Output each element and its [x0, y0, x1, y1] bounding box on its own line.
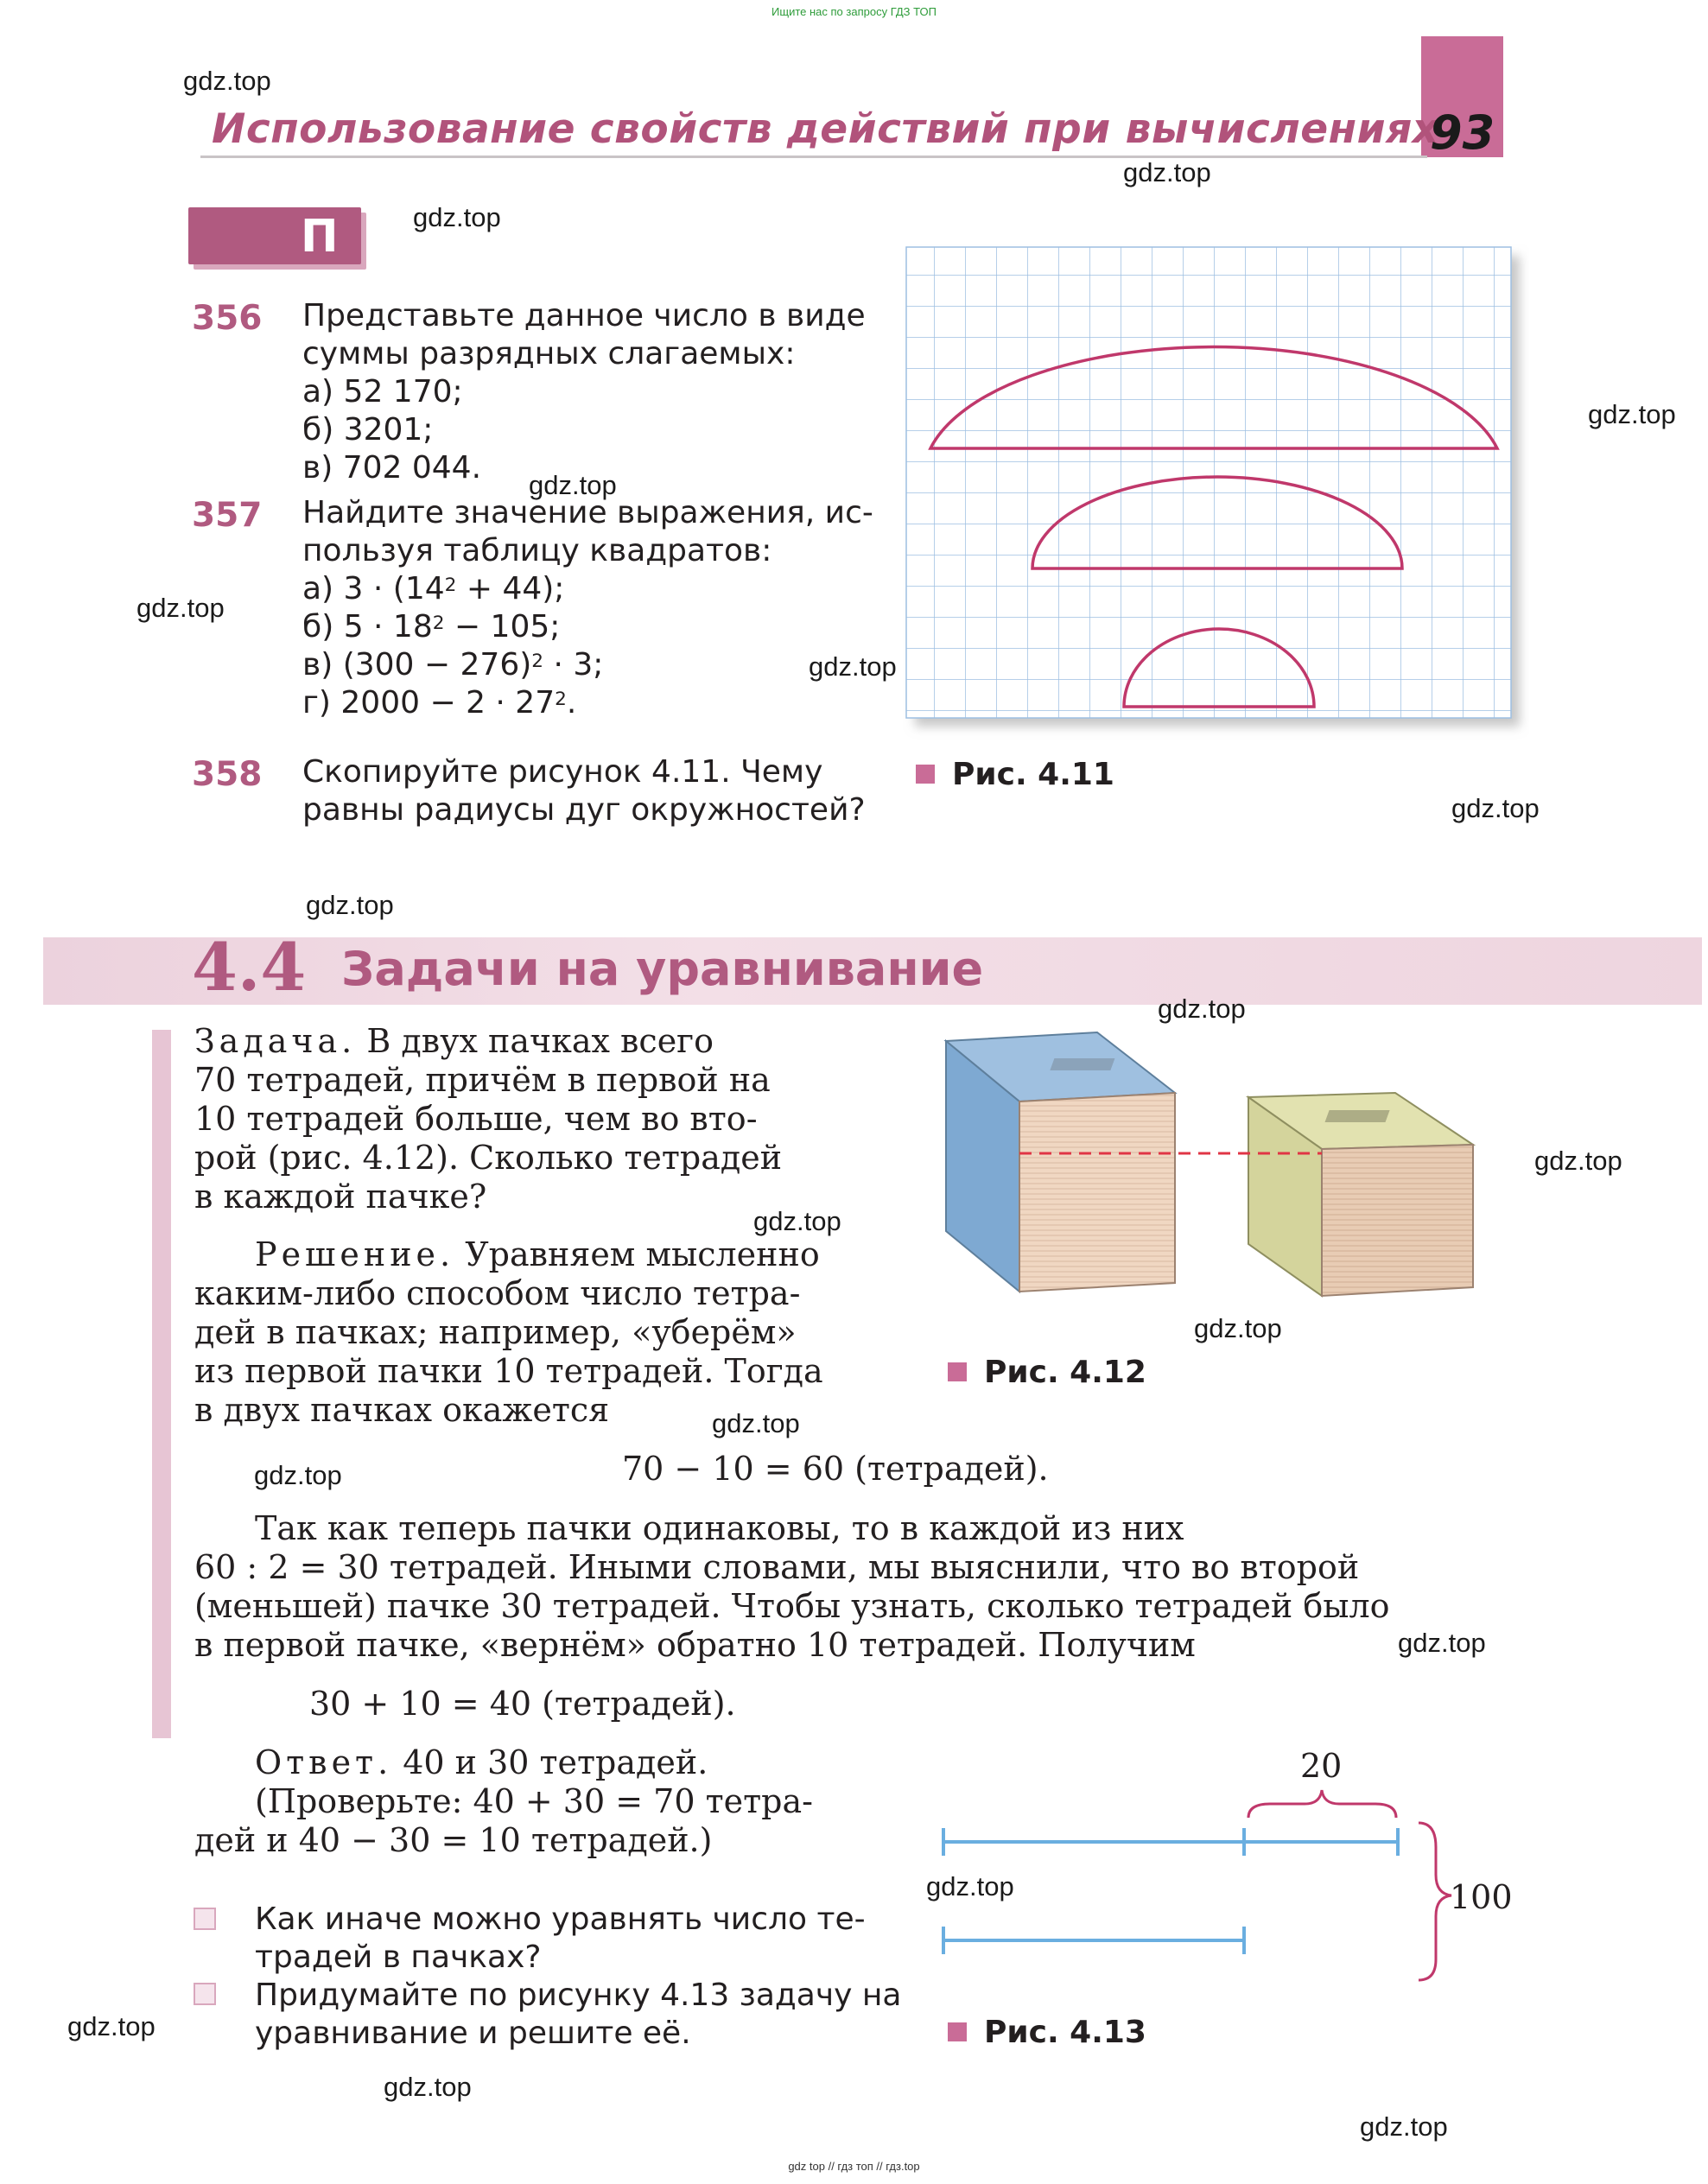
question-1-marker: [194, 1908, 216, 1930]
pack-2-front: [1322, 1145, 1473, 1296]
section-badge-letter: П: [301, 211, 339, 263]
solution-text: Решение. Уравняем мысленно каким-либо способом число тетра- дей в пачках; например, «уберём» из первой пачки 10 тетрадей. Тогда в двух пачках окажется: [194, 1235, 823, 1429]
exercise-357-c: в) $(300 - 276)^2 \cdot 3$;: [302, 647, 604, 682]
task-text: Задача. В двух пачках всего 70 тетрадей, причём в первой на 10 тетрадей больше, чем во вто- рой (рис. 4.12). Сколько тетрадей в каждой пачке?: [194, 1022, 783, 1216]
top-note: Ищите нас по запросу ГДЗ ТОП: [771, 5, 937, 18]
exercise-358-line1: Скопируйте рисунок 4.11. Чему: [302, 754, 823, 790]
exercise-356-a: а) 52 170;: [302, 374, 463, 410]
section-number: 4.4: [192, 929, 307, 1006]
watermark: gdz.top: [67, 2011, 156, 2041]
watermark: gdz.top: [306, 890, 394, 920]
exercise-358-number: 358: [192, 755, 263, 794]
pack-1-label: [1050, 1058, 1114, 1070]
exercise-358-line2: равны радиусы дуг окружностей?: [302, 792, 866, 828]
exercise-356-c: в) 702 044.: [302, 450, 482, 486]
caption-marker: [948, 2022, 967, 2041]
exercise-357-d: г) $2000 - 2 \cdot 27^2$.: [302, 685, 577, 721]
exercise-356-line1: Представьте данное число в виде: [302, 298, 866, 333]
exercise-357-number: 357: [192, 496, 263, 535]
header-divider: [200, 156, 1427, 158]
watermark: gdz.top: [926, 1871, 1014, 1901]
page-header-title: Использование свойств действий при вычислениях: [212, 105, 1439, 153]
diagram-label-20: 20: [1300, 1747, 1343, 1785]
exercise-358-text: [302, 753, 866, 829]
diagram-label-100: 100: [1450, 1878, 1513, 1916]
watermark: gdz.top: [1158, 994, 1246, 1024]
task-side-bar: [152, 1030, 171, 1738]
caption-marker: [916, 765, 935, 784]
watermark: gdz.top: [183, 66, 271, 96]
figure-4-12-caption: Рис. 4.12: [948, 1355, 1146, 1390]
solution-label: Решение.: [255, 1235, 455, 1273]
page-number: 93: [1430, 105, 1495, 160]
figure-4-11-caption: Рис. 4.11: [916, 757, 1114, 792]
exercise-357-text: [302, 494, 873, 722]
watermark: gdz.top: [1123, 157, 1211, 187]
pack-2: [1248, 1093, 1473, 1296]
caption-marker: [948, 1362, 967, 1381]
watermark: gdz.top: [254, 1460, 342, 1490]
figure-4-13-caption: Рис. 4.13: [948, 2015, 1146, 2050]
equation-1: 70 − 10 = 60 (тетрадей).: [622, 1450, 1049, 1488]
figure-4-12-packs: [937, 1024, 1525, 1326]
watermark: gdz.top: [712, 1408, 800, 1438]
watermark: gdz.top: [1398, 1628, 1486, 1658]
task-label: Задача.: [194, 1022, 357, 1060]
watermark: gdz.top: [413, 202, 501, 232]
figure-4-13-diagram: [933, 1745, 1503, 1987]
watermark: gdz.top: [809, 651, 897, 682]
pack-2-label: [1325, 1110, 1390, 1122]
watermark: gdz.top: [1534, 1146, 1622, 1176]
figure-4-11-grid: [903, 244, 1529, 740]
question-2: Придумайте по рисунку 4.13 задачу на уравнивание и решите её.: [255, 1978, 902, 2051]
brace-top: [1248, 1790, 1396, 1818]
answer-text: Ответ. 40 и 30 тетрадей. (Проверьте: 40 + 30 = 70 тетра- дей и 40 − 30 = 10 тетрадей.): [194, 1743, 813, 1859]
exercise-357-a: а) $3 \cdot (14^2 + 44)$;: [302, 571, 565, 606]
exercise-356-text: [302, 297, 866, 487]
watermark: gdz.top: [529, 470, 617, 500]
exercise-357-line2: пользуя таблицу квадратов:: [302, 533, 772, 568]
question-1: Как иначе можно уравнять число те- традей в пачках?: [255, 1901, 866, 1975]
exercise-357-b: б) $5 \cdot 18^2 - 105$;: [302, 609, 561, 644]
watermark: gdz.top: [753, 1206, 841, 1236]
question-2-marker: [194, 1983, 216, 2005]
watermark: gdz.top: [1588, 399, 1676, 429]
exercise-356-b: б) 3201;: [302, 412, 434, 448]
watermark: gdz.top: [1194, 1313, 1282, 1343]
bottom-note: gdz top // гдз топ // гдз.top: [788, 2160, 920, 2173]
watermark: gdz.top: [1360, 2111, 1448, 2142]
section-badge: [188, 207, 361, 264]
section-title: Задачи на уравнивание: [341, 942, 984, 996]
equation-2: 30 + 10 = 40 (тетрадей).: [309, 1685, 736, 1723]
watermark: gdz.top: [384, 2072, 472, 2102]
watermark: gdz.top: [137, 593, 225, 623]
exercise-356-line2: суммы разрядных слагаемых:: [302, 336, 796, 371]
watermark: gdz.top: [1451, 793, 1540, 823]
brace-side: [1419, 1823, 1451, 1980]
pack-1-front: [1019, 1093, 1175, 1292]
solution-paragraph: Так как теперь пачки одинаковы, то в каждой из них 60 : 2 = 30 тетрадей. Иными словами, мы выяснили, что во второй (меньшей) пачке 30 тетрадей. Чтобы узнать, сколько тетрадей было в первой пачке, «вернём» обратно 10 тетрадей. Получим: [194, 1509, 1390, 1664]
pack-1: [946, 1032, 1175, 1292]
exercise-356-number: 356: [192, 299, 263, 338]
exercise-357-line1: Найдите значение выражения, ис-: [302, 495, 873, 530]
answer-label: Ответ.: [255, 1743, 393, 1781]
